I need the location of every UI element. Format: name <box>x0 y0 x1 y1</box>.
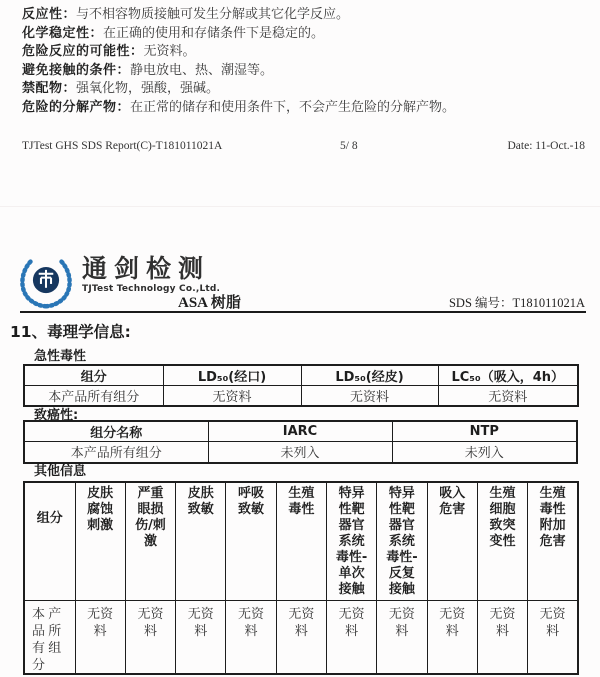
company-name-block <box>82 256 220 294</box>
decomposition-products-line <box>22 98 584 117</box>
column-header: 皮肤 致敏 <box>176 482 226 600</box>
product-name: ASA 树脂 <box>178 295 241 311</box>
column-header: 严重 眼损 伤/刺 激 <box>125 482 175 600</box>
line-label: 反应性： <box>22 7 77 22</box>
line-label: 避免接触的条件： <box>22 62 131 78</box>
table-cell: 无资 料 <box>125 600 175 674</box>
table-cell: 无资料 <box>163 386 301 407</box>
company-name-cn: 通剑检测 <box>82 254 211 283</box>
table-row <box>24 442 577 463</box>
table-header-row <box>24 365 578 386</box>
line-label: 危险反应的可能性： <box>22 44 144 60</box>
hazardous-reaction-line <box>22 42 584 61</box>
table-cell: 无资 料 <box>477 600 527 674</box>
reactivity-line <box>22 5 584 24</box>
carcinogenicity-heading: 致癌性: <box>34 408 79 423</box>
page-footer <box>0 140 600 156</box>
table-cell: 无资 料 <box>528 600 578 674</box>
column-header: LD₅₀(经口) <box>163 365 301 386</box>
table-cell: 本 产 品 所 有 组 分 <box>24 600 75 674</box>
footer-date: Date: 11-Oct.-18 <box>507 140 585 152</box>
line-label: 危险的分解产物： <box>22 99 131 115</box>
table-cell: 无资料 <box>301 386 438 407</box>
column-header: 组分名称 <box>24 421 208 442</box>
stability-line <box>22 24 584 43</box>
column-header: 吸入 危害 <box>427 482 477 600</box>
footer-page-number: 5/ 8 <box>340 140 358 152</box>
table-cell: 无资 料 <box>377 600 427 674</box>
column-header: 呼吸 致敏 <box>226 482 276 600</box>
column-header: 生殖 毒性 附加 危害 <box>528 482 578 600</box>
acute-toxicity-heading: 急性毒性 <box>34 349 87 364</box>
column-header: LC₅₀（吸入，4h） <box>438 365 578 386</box>
footer-report-id: TJTest GHS SDS Report(C)-T181011021A <box>22 140 223 152</box>
line-value: 在正常的储存和使用条件下，不会产生危险的分解产物。 <box>130 98 456 114</box>
table-cell: 无资 料 <box>427 600 477 674</box>
table-cell: 无资 料 <box>176 600 226 674</box>
line-value: 与不相容物质接触可发生分解或其它化学反应。 <box>76 6 350 21</box>
header-rule <box>20 311 586 313</box>
column-header: 生殖 毒性 <box>276 482 326 600</box>
reactivity-section <box>22 5 584 117</box>
company-logo-icon <box>15 251 77 313</box>
column-header: 组分 <box>24 365 163 386</box>
line-value: 无资料。 <box>143 43 196 59</box>
table-cell: 无资 料 <box>276 600 326 674</box>
section-title: 11、毒理学信息: <box>10 323 131 341</box>
table-cell: 未列入 <box>392 442 577 463</box>
sds-number: SDS 编号：T181011021A <box>448 296 585 310</box>
table-row <box>24 386 578 407</box>
column-header: 生殖 细胞 致突 变性 <box>477 482 527 600</box>
table-header-row <box>24 421 577 442</box>
table-header-row <box>24 482 578 600</box>
line-value: 在正确的使用和存储条件下是稳定的。 <box>103 24 325 40</box>
line-label: 化学稳定性： <box>22 25 104 41</box>
table-row <box>24 600 578 674</box>
line-value: 静电放电、热、潮湿等。 <box>130 61 274 77</box>
table-cell: 无资 料 <box>75 600 125 674</box>
column-header: 皮肤 腐蚀 刺激 <box>75 482 125 600</box>
table-cell: 未列入 <box>208 442 392 463</box>
line-value: 强氧化物，强酸，强碱。 <box>76 80 220 96</box>
line-label: 禁配物： <box>22 81 77 97</box>
other-info-heading: 其他信息 <box>34 464 87 479</box>
other-info-table <box>23 481 579 675</box>
column-header: 特异 性靶 器官 系统 毒性- 反复 接触 <box>377 482 427 600</box>
acute-toxicity-table <box>23 364 579 407</box>
table-cell: 无资 料 <box>326 600 376 674</box>
column-header: NTP <box>392 421 577 442</box>
incompatible-materials-line <box>22 79 584 98</box>
column-header: 组分 <box>24 482 75 600</box>
conditions-to-avoid-line <box>22 61 584 80</box>
column-header: IARC <box>208 421 392 442</box>
column-header: LD₅₀(经皮) <box>301 365 438 386</box>
carcinogenicity-table <box>23 420 578 464</box>
column-header: 特异 性靶 器官 系统 毒性- 单次 接触 <box>326 482 376 600</box>
table-cell: 无资 料 <box>226 600 276 674</box>
page-break-divider <box>0 206 600 207</box>
company-name-en: TJTest Technology Co.,Ltd. <box>82 284 221 294</box>
table-cell: 无资料 <box>438 386 578 407</box>
table-cell: 本产品所有组分 <box>24 442 208 463</box>
table-cell: 本产品所有组分 <box>24 386 163 407</box>
